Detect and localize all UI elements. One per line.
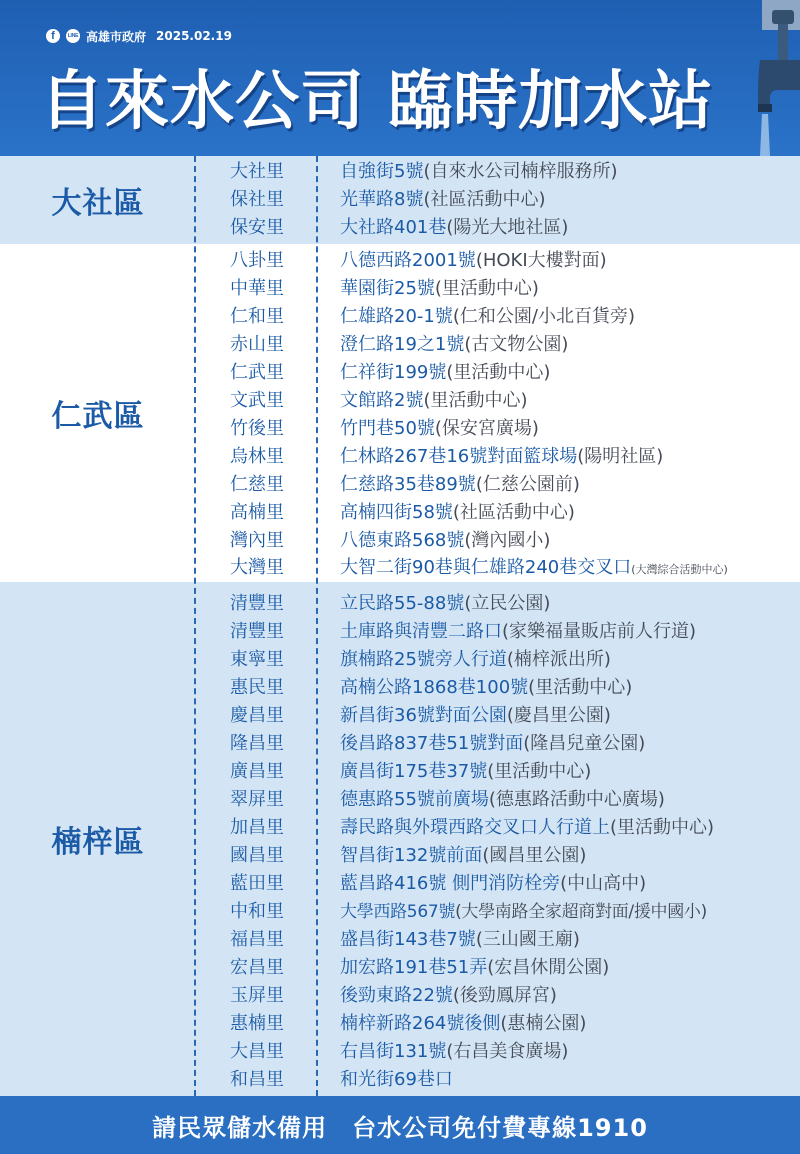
village-name: 仁和里 xyxy=(230,306,284,327)
station-note: (陽光大地社區) xyxy=(446,217,569,238)
station-address: 文館路2號(里活動中心) xyxy=(340,390,528,411)
page-title: 自來水公司 臨時加水站 xyxy=(40,65,714,139)
village-name: 惠楠里 xyxy=(230,1013,284,1034)
station-note: (里活動中心) xyxy=(487,761,592,782)
village-name: 灣內里 xyxy=(230,530,284,551)
station-address: 大學西路567號(大學南路全家超商對面/援中國小) xyxy=(340,902,707,922)
table-row xyxy=(0,814,800,842)
table-row xyxy=(0,786,800,814)
table-row xyxy=(0,186,800,214)
district-name: 仁武區 xyxy=(51,399,145,434)
station-note: (里活動中心) xyxy=(446,362,551,383)
village-name: 竹後里 xyxy=(230,418,284,439)
village-name: 翠屏里 xyxy=(230,789,284,810)
station-note: (右昌美食廣場) xyxy=(446,1041,569,1062)
station-note: (陽明社區) xyxy=(577,446,664,467)
village-name: 文武里 xyxy=(230,390,284,411)
village-name: 福昌里 xyxy=(230,929,284,950)
table-row xyxy=(0,331,800,359)
village-name: 高楠里 xyxy=(230,502,284,523)
station-address: 仁林路267巷16號對面籃球場(陽明社區) xyxy=(340,446,664,467)
station-note: (三山國王廟) xyxy=(475,929,580,950)
station-address: 加宏路191巷51弄(宏昌休閒公園) xyxy=(340,957,610,978)
village-name: 保安里 xyxy=(230,217,284,238)
village-name: 藍田里 xyxy=(230,873,284,894)
station-address: 竹門巷50號(保安宮廣場) xyxy=(340,418,539,439)
village-name: 惠民里 xyxy=(230,677,284,698)
station-address: 八德東路568號(灣內國小) xyxy=(340,530,551,551)
table-row xyxy=(0,214,800,242)
station-address: 後昌路837巷51號對面(隆昌兒童公園) xyxy=(340,733,646,754)
station-address: 壽民路與外環西路交叉口人行道上(里活動中心) xyxy=(340,817,715,838)
village-name: 大昌里 xyxy=(230,1041,284,1062)
station-address: 華園街25號(里活動中心) xyxy=(340,278,539,299)
table-row xyxy=(0,275,800,303)
station-note: (隆昌兒童公園) xyxy=(523,733,646,754)
station-address: 旗楠路25號旁人行道(楠梓派出所) xyxy=(340,649,611,670)
station-note: (仁慈公園前) xyxy=(475,474,580,495)
village-name: 中和里 xyxy=(230,901,284,922)
village-name: 國昌里 xyxy=(230,845,284,866)
station-address: 楠梓新路264號後側(惠楠公園) xyxy=(340,1013,587,1034)
station-address: 仁雄路20-1號(仁和公園/小北百貨旁) xyxy=(340,306,635,327)
village-name: 八卦里 xyxy=(230,250,284,271)
station-address: 藍昌路416號 側門消防栓旁(中山高中) xyxy=(340,873,647,894)
station-address: 德惠路55號前廣場(德惠路活動中心廣場) xyxy=(340,789,665,810)
village-name: 大社里 xyxy=(230,161,284,182)
village-name: 清豐里 xyxy=(230,621,284,642)
station-note: (自來水公司楠梓服務所) xyxy=(423,161,618,182)
station-address: 自強街5號(自來水公司楠梓服務所) xyxy=(340,161,618,182)
station-address: 後勁東路22號(後勁鳳屏宮) xyxy=(340,985,557,1006)
station-note: (楠梓派出所) xyxy=(506,649,611,670)
station-note: (里活動中心) xyxy=(528,677,633,698)
date: 2025.02.19 xyxy=(156,29,232,43)
header-banner xyxy=(0,0,800,156)
table-row xyxy=(0,471,800,499)
facebook-icon[interactable]: f xyxy=(46,29,60,43)
station-address: 光華路8號(社區活動中心) xyxy=(340,189,546,210)
station-note: (灣內國小) xyxy=(464,530,551,551)
village-name: 保社里 xyxy=(230,189,284,210)
table-row xyxy=(0,982,800,1010)
table-row xyxy=(0,527,800,555)
station-address: 盛昌街143巷7號(三山國王廟) xyxy=(340,929,580,950)
station-address: 高楠四街58號(社區活動中心) xyxy=(340,502,575,523)
station-address: 澄仁路19之1號(古文物公園) xyxy=(340,334,569,355)
table-row xyxy=(0,415,800,443)
village-name: 東寧里 xyxy=(230,649,284,670)
station-address: 仁祥街199號(里活動中心) xyxy=(340,362,551,383)
top-info-bar xyxy=(46,26,232,46)
station-note: (惠楠公園) xyxy=(500,1013,587,1034)
table-row xyxy=(0,674,800,702)
station-address: 大智二街90巷與仁雄路240巷交叉口(大灣綜合活動中心) xyxy=(340,557,728,578)
station-note: (大學南路全家超商對面/援中國小) xyxy=(455,902,707,922)
village-name: 清豐里 xyxy=(230,593,284,614)
table-row xyxy=(0,158,800,186)
village-name: 仁武里 xyxy=(230,362,284,383)
station-note: (古文物公園) xyxy=(464,334,569,355)
station-note: (里活動中心) xyxy=(434,278,539,299)
village-name: 加昌里 xyxy=(230,817,284,838)
village-name: 赤山里 xyxy=(230,334,284,355)
table-row xyxy=(0,1066,800,1094)
village-name: 隆昌里 xyxy=(230,733,284,754)
station-note: (宏昌休閒公園) xyxy=(487,957,610,978)
station-address: 八德西路2001號(HOKI大樓對面) xyxy=(340,250,607,271)
table-row xyxy=(0,702,800,730)
station-note: (仁和公園/小北百貨旁) xyxy=(452,306,635,327)
village-name: 玉屏里 xyxy=(230,985,284,1006)
station-note: (里活動中心) xyxy=(423,390,528,411)
table-row xyxy=(0,499,800,527)
table-row xyxy=(0,387,800,415)
table-row xyxy=(0,443,800,471)
station-address: 新昌街36號對面公園(慶昌里公園) xyxy=(340,705,611,726)
station-note: (後勁鳳屏宮) xyxy=(452,985,557,1006)
table-row xyxy=(0,646,800,674)
village-name: 大灣里 xyxy=(230,557,284,578)
table-row xyxy=(0,618,800,646)
faucet-icon xyxy=(700,0,800,156)
table-row xyxy=(0,870,800,898)
village-name: 中華里 xyxy=(230,278,284,299)
station-note: (HOKI大樓對面) xyxy=(475,250,607,271)
station-address: 智昌街132號前面(國昌里公園) xyxy=(340,845,587,866)
village-name: 慶昌里 xyxy=(230,705,284,726)
village-name: 和昌里 xyxy=(230,1069,284,1090)
footer-hotline-banner: 請民眾儲水備用 台水公司免付費專線1910 xyxy=(0,1096,800,1154)
station-address: 右昌街131號(右昌美食廣場) xyxy=(340,1041,569,1062)
station-address: 高楠公路1868巷100號(里活動中心) xyxy=(340,677,633,698)
station-note: (里活動中心) xyxy=(610,817,715,838)
station-note: (中山高中) xyxy=(560,873,647,894)
district-name: 楠梓區 xyxy=(51,825,145,860)
table-row xyxy=(0,842,800,870)
station-address: 廣昌街175巷37號(里活動中心) xyxy=(340,761,592,782)
station-note: (立民公園) xyxy=(464,593,551,614)
table-row xyxy=(0,926,800,954)
table-row xyxy=(0,954,800,982)
station-address: 立民路55-88號(立民公園) xyxy=(340,593,551,614)
table-row xyxy=(0,590,800,618)
station-note: (大灣綜合活動中心) xyxy=(631,563,728,576)
table-row xyxy=(0,1010,800,1038)
table-row xyxy=(0,758,800,786)
station-note: (保安宮廣場) xyxy=(434,418,539,439)
table-row xyxy=(0,303,800,331)
table-row xyxy=(0,554,800,582)
line-icon[interactable]: LINE xyxy=(66,29,80,43)
district-name: 大社區 xyxy=(51,186,145,221)
table-row xyxy=(0,1038,800,1066)
station-note: (國昌里公園) xyxy=(482,845,587,866)
table-row xyxy=(0,247,800,275)
village-name: 宏昌里 xyxy=(230,957,284,978)
station-address: 大社路401巷(陽光大地社區) xyxy=(340,217,569,238)
station-address: 土庫路與清豐二路口(家樂福量販店前人行道) xyxy=(340,621,697,642)
village-name: 仁慈里 xyxy=(230,474,284,495)
station-note: (德惠路活動中心廣場) xyxy=(488,789,665,810)
table-row xyxy=(0,359,800,387)
org-name: 高雄市政府 xyxy=(86,29,147,44)
station-note: (慶昌里公園) xyxy=(506,705,611,726)
station-note: (社區活動中心) xyxy=(452,502,575,523)
station-address: 和光街69巷口 xyxy=(340,1069,453,1090)
station-note: (家樂福量販店前人行道) xyxy=(502,621,697,642)
village-name: 烏林里 xyxy=(230,446,284,467)
village-name: 廣昌里 xyxy=(230,761,284,782)
station-note: (社區活動中心) xyxy=(423,189,546,210)
table-row xyxy=(0,898,800,926)
table-row xyxy=(0,730,800,758)
station-address: 仁慈路35巷89號(仁慈公園前) xyxy=(340,474,580,495)
